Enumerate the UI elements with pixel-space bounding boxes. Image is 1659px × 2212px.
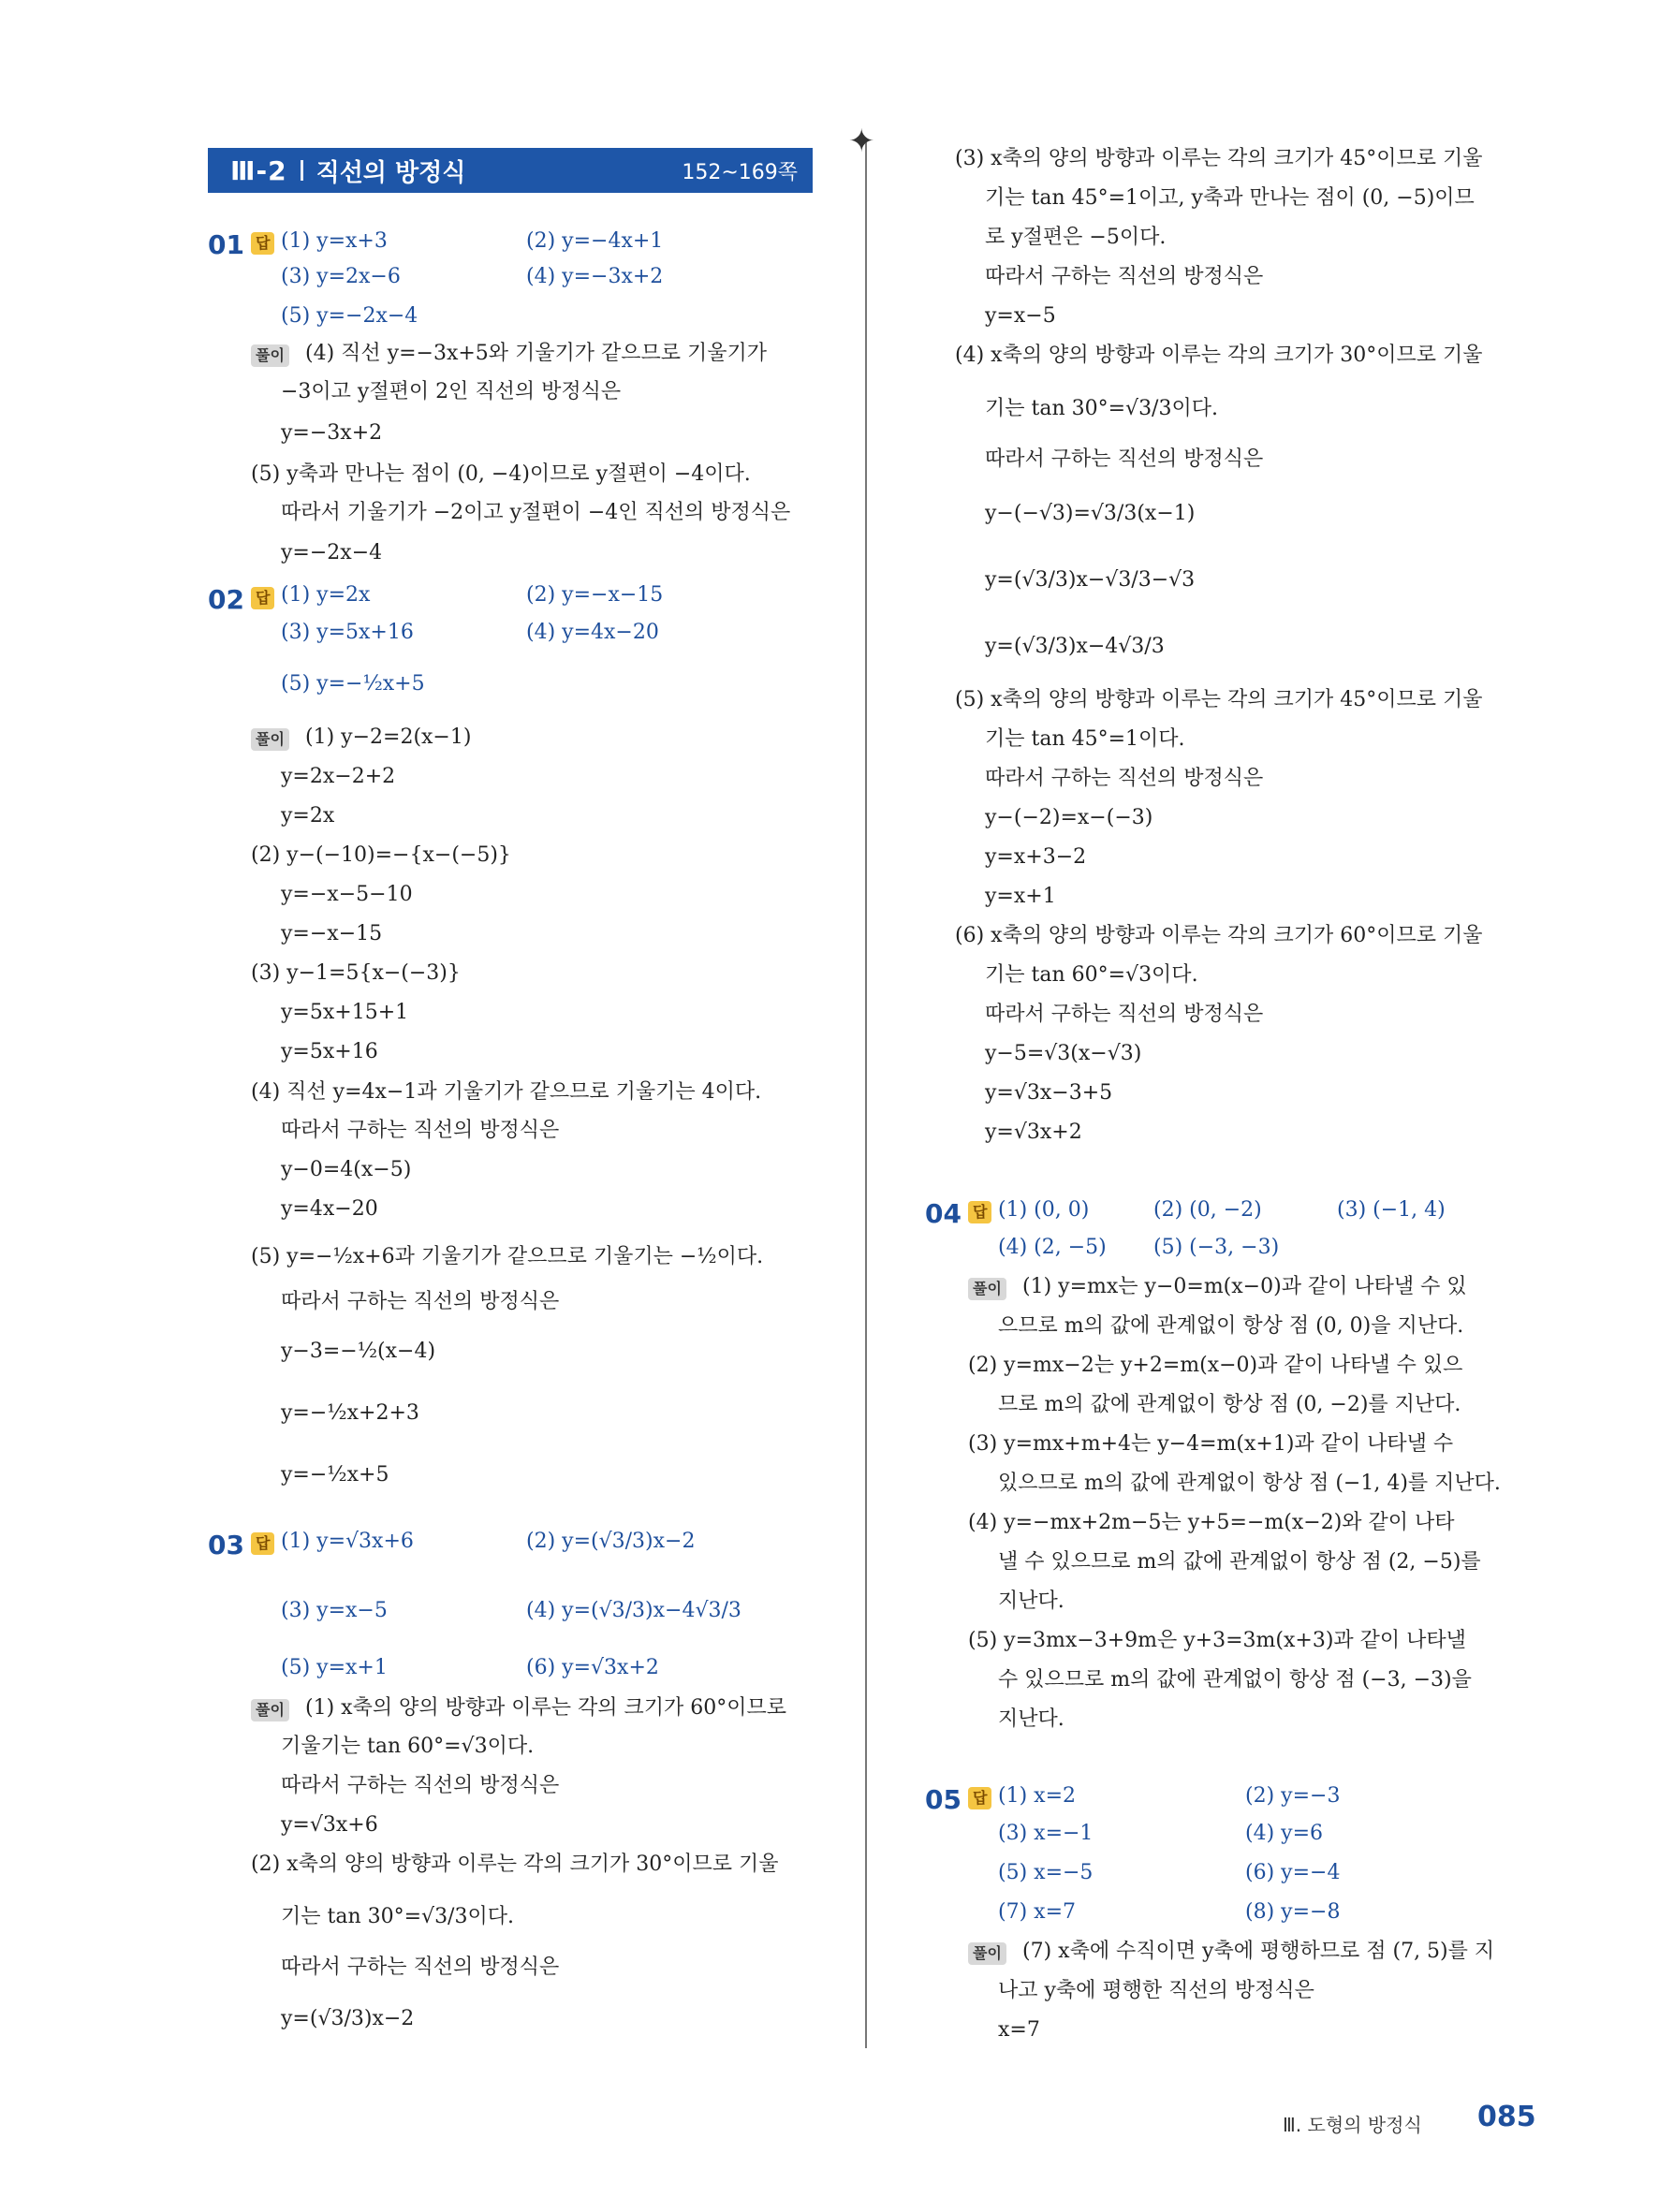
solution-badge: 풀이 [251, 1699, 289, 1721]
answer-item: (4) y=−3x+2 [526, 265, 664, 288]
solution-line: 기는 tan 30°=√3/3이다. [281, 1905, 514, 1928]
solution-line: 낼 수 있으므로 m의 값에 관계없이 항상 점 (2, −5)를 [998, 1550, 1481, 1574]
solution-badge: 풀이 [968, 1942, 1006, 1965]
solution-line: y=√3x+2 [985, 1121, 1082, 1144]
section-pages: 152~169쪽 [682, 160, 798, 184]
solution-line: y−5=√3(x−√3) [985, 1042, 1142, 1065]
answer-item: (3) y=5x+16 [281, 621, 414, 644]
solution-line: 따라서 구하는 직선의 방정식은 [281, 1290, 560, 1313]
solution-line: y−(−2)=x−(−3) [985, 806, 1153, 829]
answer-item: (2) y=−4x+1 [526, 229, 664, 253]
solution-line: 지난다. [998, 1707, 1064, 1731]
solution-line: 으므로 m의 값에 관계없이 항상 점 (0, 0)을 지난다. [998, 1314, 1464, 1338]
solution-line: 지난다. [998, 1589, 1064, 1613]
solution-line: y=−½x+5 [281, 1463, 389, 1487]
answer-item: (6) y=−4 [1245, 1861, 1341, 1884]
solution-line: (4) 직선 y=−3x+5와 기울기가 같으므로 기울기가 [305, 342, 768, 365]
answer-item: (2) (0, −2) [1153, 1198, 1262, 1222]
solution-line: y=5x+16 [281, 1040, 378, 1063]
header-separator [301, 160, 303, 181]
solution-line: (3) x축의 양의 방향과 이루는 각의 크기가 45°이므로 기울 [955, 147, 1483, 170]
answer-badge: 답 [251, 587, 274, 609]
solution-line: y=2x [281, 804, 335, 828]
answer-item: (5) x=−5 [998, 1861, 1094, 1884]
section-title: 직선의 방정식 [316, 158, 466, 187]
answer-item: (7) x=7 [998, 1900, 1076, 1924]
solution-line: 따라서 구하는 직선의 방정식은 [281, 1119, 560, 1142]
solution-line: (5) y=−½x+6과 기울기가 같으므로 기울기는 −½이다. [251, 1245, 764, 1268]
solution-line: (5) y축과 만나는 점이 (0, −4)이므로 y절편이 −4이다. [251, 462, 751, 486]
answer-item: (1) y=x+3 [281, 229, 388, 253]
divider-ornament-icon: ✦ [848, 123, 875, 160]
solution-line: 기울기는 tan 60°=√3이다. [281, 1735, 535, 1758]
solution-line: y=−½x+2+3 [281, 1401, 419, 1425]
solution-line: (6) x축의 양의 방향과 이루는 각의 크기가 60°이므로 기울 [955, 924, 1483, 947]
solution-line: y=√3x+6 [281, 1813, 378, 1837]
solution-line: y=(√3/3)x−√3/3−√3 [985, 568, 1196, 592]
answer-item: (3) (−1, 4) [1337, 1198, 1446, 1222]
solution-line: x=7 [998, 2018, 1040, 2042]
answer-item: (2) y=(√3/3)x−2 [526, 1530, 696, 1553]
solution-line: (4) 직선 y=4x−1과 기울기가 같으므로 기울기는 4이다. [251, 1080, 762, 1104]
footer-chapter-title: Ⅲ. 도형의 방정식 [1283, 2114, 1422, 2136]
solution-line: 따라서 구하는 직선의 방정식은 [985, 265, 1264, 288]
problem-number: 01 [208, 229, 244, 260]
solution-line: y=−3x+2 [281, 421, 383, 445]
answer-item: (3) x=−1 [998, 1822, 1094, 1845]
answer-item: (2) y=−3 [1245, 1784, 1341, 1808]
solution-line: 기는 tan 45°=1이고, y축과 만나는 점이 (0, −5)이므 [985, 186, 1475, 210]
answer-item: (5) y=−2x−4 [281, 304, 418, 328]
solution-line: 나고 y축에 평행한 직선의 방정식은 [998, 1979, 1314, 2002]
solution-badge: 풀이 [968, 1278, 1006, 1300]
solution-line: 수 있으므로 m의 값에 관계없이 항상 점 (−3, −3)을 [998, 1668, 1472, 1692]
answer-item: (6) y=√3x+2 [526, 1656, 659, 1679]
answer-item: (4) (2, −5) [998, 1236, 1107, 1259]
solution-line: y=4x−20 [281, 1197, 378, 1221]
answer-item: (4) y=4x−20 [526, 621, 659, 644]
answer-item: (5) (−3, −3) [1153, 1236, 1280, 1259]
answer-badge: 답 [968, 1201, 991, 1223]
solution-line: y=5x+15+1 [281, 1001, 409, 1024]
solution-line: (4) y=−mx+2m−5는 y+5=−m(x−2)와 같이 나타 [968, 1511, 1455, 1534]
answer-item: (5) y=x+1 [281, 1656, 388, 1679]
solution-line: 따라서 기울기가 −2이고 y절편이 −4인 직선의 방정식은 [281, 501, 791, 524]
answer-item: (5) y=−½x+5 [281, 672, 425, 696]
solution-line: 기는 tan 60°=√3이다. [985, 963, 1198, 987]
solution-line: (1) x축의 양의 방향과 이루는 각의 크기가 60°이므로 [305, 1696, 787, 1720]
solution-line: 로 y절편은 −5이다. [985, 226, 1167, 249]
solution-line: y=x+3−2 [985, 845, 1087, 869]
solution-line: (5) y=3mx−3+9m은 y+3=3m(x+3)과 같이 나타낼 [968, 1629, 1466, 1652]
solution-line: 기는 tan 45°=1이다. [985, 727, 1185, 751]
solution-line: y=2x−2+2 [281, 765, 396, 788]
problem-number: 03 [208, 1530, 244, 1560]
answer-item: (4) y=(√3/3)x−4√3/3 [526, 1599, 741, 1622]
problem-number: 05 [925, 1784, 962, 1815]
solution-line: 므로 m의 값에 관계없이 항상 점 (0, −2)를 지난다. [998, 1393, 1461, 1416]
solution-badge: 풀이 [251, 728, 289, 751]
solution-line: y−0=4(x−5) [281, 1158, 412, 1181]
section-header [208, 148, 813, 193]
answer-badge: 답 [968, 1787, 991, 1809]
solution-line: (7) x축에 수직이면 y축에 평행하므로 점 (7, 5)를 지 [1022, 1940, 1495, 1963]
solution-line: y=(√3/3)x−2 [281, 2007, 415, 2030]
answer-item: (3) y=x−5 [281, 1599, 388, 1622]
solution-line: y−3=−½(x−4) [281, 1340, 436, 1363]
solution-line: 따라서 구하는 직선의 방정식은 [985, 1003, 1264, 1026]
problem-number: 02 [208, 584, 244, 615]
solution-line: (1) y−2=2(x−1) [305, 725, 472, 749]
solution-line: y=−x−15 [281, 922, 383, 945]
solution-line: y=x−5 [985, 304, 1056, 328]
solution-line: y=(√3/3)x−4√3/3 [985, 635, 1165, 658]
answer-item: (2) y=−x−15 [526, 583, 664, 607]
solution-line: 따라서 구하는 직선의 방정식은 [985, 767, 1264, 790]
solution-line: y=−x−5−10 [281, 883, 413, 906]
answer-item: (4) y=6 [1245, 1822, 1324, 1845]
solution-line: (2) x축의 양의 방향과 이루는 각의 크기가 30°이므로 기울 [251, 1853, 779, 1876]
solution-line: 따라서 구하는 직선의 방정식은 [281, 1774, 560, 1797]
solution-line: y−(−√3)=√3/3(x−1) [985, 502, 1196, 525]
page-number: 085 [1477, 2101, 1536, 2133]
answer-item: (1) x=2 [998, 1784, 1076, 1808]
solution-line: 기는 tan 30°=√3/3이다. [985, 397, 1218, 420]
answer-badge: 답 [251, 232, 274, 255]
answer-item: (1) y=2x [281, 583, 371, 607]
solution-badge: 풀이 [251, 344, 289, 367]
solution-line: y=−2x−4 [281, 541, 383, 564]
answer-item: (8) y=−8 [1245, 1900, 1341, 1924]
answer-item: (1) y=√3x+6 [281, 1530, 414, 1553]
solution-line: 있으므로 m의 값에 관계없이 항상 점 (−1, 4)를 지난다. [998, 1472, 1501, 1495]
solution-line: y=√3x−3+5 [985, 1081, 1113, 1105]
solution-line: (3) y−1=5{x−(−3)} [251, 961, 461, 985]
solution-line: 따라서 구하는 직선의 방정식은 [985, 447, 1264, 471]
solution-line: (2) y−(−10)=−{x−(−5)} [251, 843, 511, 867]
solution-line: (4) x축의 양의 방향과 이루는 각의 크기가 30°이므로 기울 [955, 344, 1483, 367]
answer-badge: 답 [251, 1532, 274, 1555]
solution-line: 따라서 구하는 직선의 방정식은 [281, 1956, 560, 1979]
solution-line: (3) y=mx+m+4는 y−4=m(x+1)과 같이 나타낼 수 [968, 1432, 1454, 1456]
column-divider [865, 139, 867, 2048]
problem-number: 04 [925, 1198, 962, 1229]
solution-line: (1) y=mx는 y−0=m(x−0)과 같이 나타낼 수 있 [1022, 1275, 1467, 1298]
answer-item: (3) y=2x−6 [281, 265, 401, 288]
answer-item: (1) (0, 0) [998, 1198, 1090, 1222]
solution-line: (2) y=mx−2는 y+2=m(x−0)과 같이 나타낼 수 있으 [968, 1354, 1463, 1377]
solution-line: −3이고 y절편이 2인 직선의 방정식은 [281, 380, 622, 403]
solution-line: y=x+1 [985, 885, 1056, 908]
section-chapter: Ⅲ-2 [230, 154, 287, 186]
solution-line: (5) x축의 양의 방향과 이루는 각의 크기가 45°이므로 기울 [955, 688, 1483, 711]
